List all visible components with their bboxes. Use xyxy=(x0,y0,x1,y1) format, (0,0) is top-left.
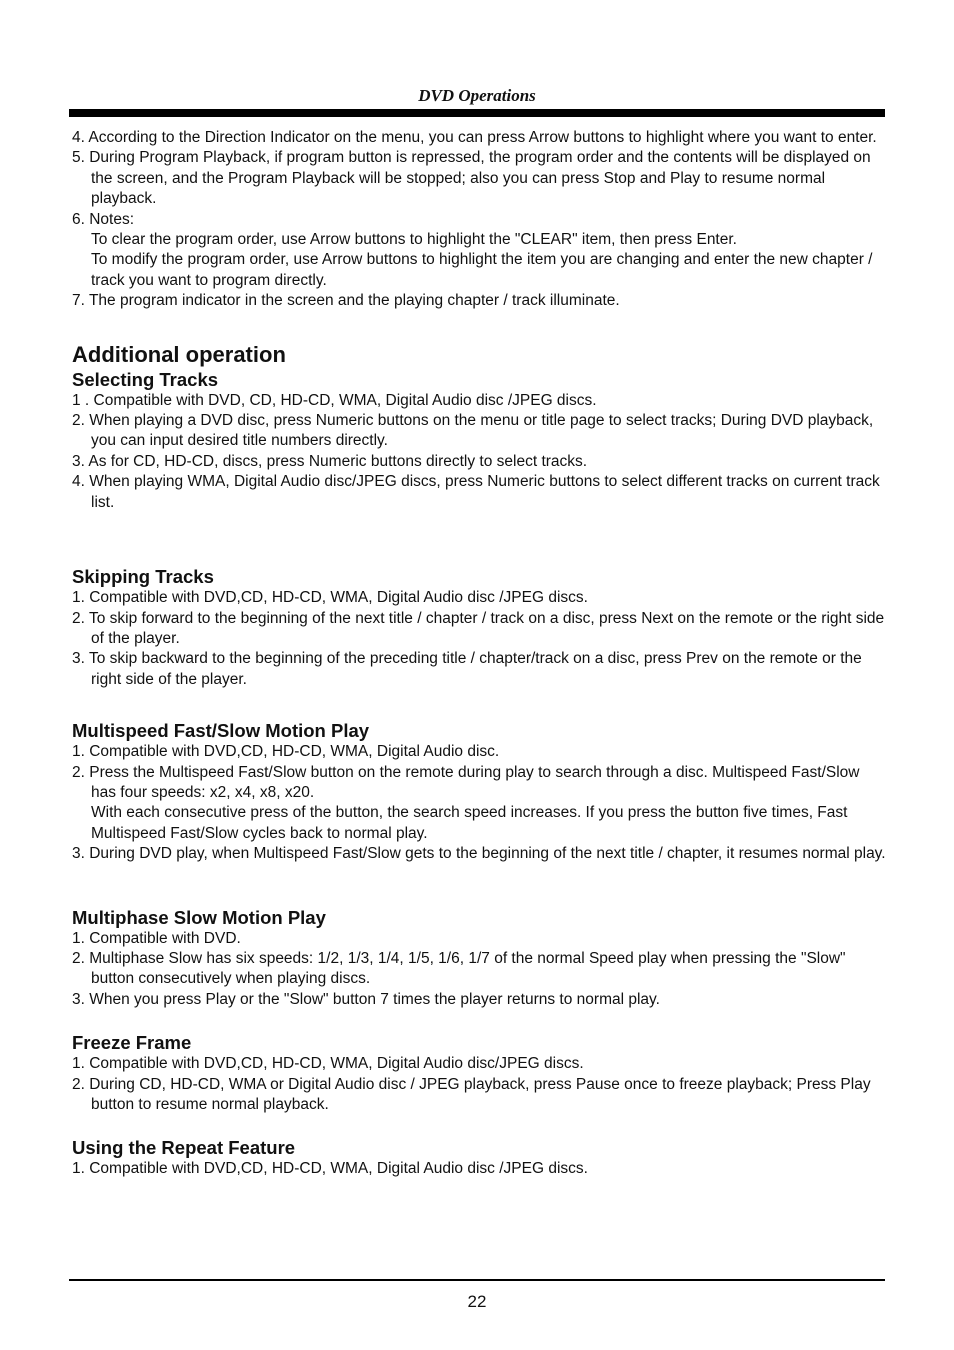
subheading-multiphase: Multiphase Slow Motion Play xyxy=(72,906,326,928)
list-item: 1 . Compatible with DVD, CD, HD-CD, WMA, Digital Audio disc /JPEG discs. xyxy=(72,391,597,409)
list-item: 2. To skip forward to the beginning of the next title / chapter / track on a disc, press Next on the remote or the right side of the player. xyxy=(72,609,885,647)
subheading-repeat-feature: Using the Repeat Feature xyxy=(72,1137,296,1159)
subheading-multispeed: Multispeed Fast/Slow Motion Play xyxy=(72,720,370,742)
header-rule xyxy=(69,109,885,117)
subheading-skipping-tracks: Skipping Tracks xyxy=(72,566,214,588)
list-item: 3. When you press Play or the "Slow" button 7 times the player returns to normal play. xyxy=(72,990,660,1008)
list-item: 3. During DVD play, when Multispeed Fast/Slow gets to the beginning of the next title / chapter, it resumes normal play. xyxy=(72,845,886,863)
footer-rule xyxy=(69,1279,885,1281)
list-item: 2. Press the Multispeed Fast/Slow button on the remote during play to search through a disc. Multispeed Fast/Slow has four speeds: x2, x4, x8, x20. xyxy=(72,763,860,801)
note-text: With each consecutive press of the button, the search speed increases. If you press the button five times, Fast Multispeed Fast/Slow cycles back to normal play. xyxy=(91,804,848,842)
list-item: 1. Compatible with DVD,CD, HD-CD, WMA, Digital Audio disc. xyxy=(72,743,500,761)
subheading-selecting-tracks: Selecting Tracks xyxy=(72,368,219,390)
list-item: 2. When playing a DVD disc, press Numeric buttons on the menu or title page to select tracks; During DVD playback, you can input desired title numbers directly. xyxy=(72,412,874,450)
page-header-title: DVD Operations xyxy=(418,86,536,105)
list-item: 7. The program indicator in the screen and the playing chapter / track illuminate. xyxy=(72,292,620,310)
page-content xyxy=(72,128,887,1180)
list-item: 3. As for CD, HD-CD, discs, press Numeric buttons directly to select tracks. xyxy=(72,452,588,470)
list-item: 5. During Program Playback, if program button is repressed, the program order and the contents will be displayed on the screen, and the Program Playback will be stopped; also you can press Stop and Play to resume normal playback. xyxy=(72,149,871,208)
note-text: To modify the program order, use Arrow buttons to highlight the item you are changing and enter the new chapter / track you want to program directly. xyxy=(91,251,873,289)
section-heading-additional-operation: Additional operation xyxy=(72,341,286,367)
list-item: 4. According to the Direction Indicator on the menu, you can press Arrow buttons to highlight where you want to enter. xyxy=(72,129,877,146)
page-number: 22 xyxy=(467,1292,487,1311)
list-item: 6. Notes: xyxy=(72,210,135,228)
list-item: 4. When playing WMA, Digital Audio disc/JPEG discs, press Numeric buttons to select different tracks on current track list. xyxy=(72,473,880,511)
list-item: 1. Compatible with DVD,CD, HD-CD, WMA, Digital Audio disc /JPEG discs. xyxy=(72,1160,588,1178)
list-item: 3. To skip backward to the beginning of the preceding title / chapter/track on a disc, press Prev on the remote or the right side of the player. xyxy=(72,650,862,688)
list-item: 2. During CD, HD-CD, WMA or Digital Audio disc / JPEG playback, press Pause once to freeze playback; Press Play button to resume normal playback. xyxy=(72,1075,871,1113)
list-item: 2. Multiphase Slow has six speeds: 1/2, 1/3, 1/4, 1/5, 1/6, 1/7 of the normal Speed play when pressing the "Slow" button consecutively when playing discs. xyxy=(72,949,846,988)
list-item: 1. Compatible with DVD. xyxy=(72,929,241,947)
note-text: To clear the program order, use Arrow buttons to highlight the "CLEAR" item, then press Enter. xyxy=(91,231,737,249)
list-item: 1. Compatible with DVD,CD, HD-CD, WMA, Digital Audio disc/JPEG discs. xyxy=(72,1055,584,1073)
subheading-freeze-frame: Freeze Frame xyxy=(72,1032,192,1054)
list-item: 1. Compatible with DVD,CD, HD-CD, WMA, Digital Audio disc /JPEG discs. xyxy=(72,589,588,607)
